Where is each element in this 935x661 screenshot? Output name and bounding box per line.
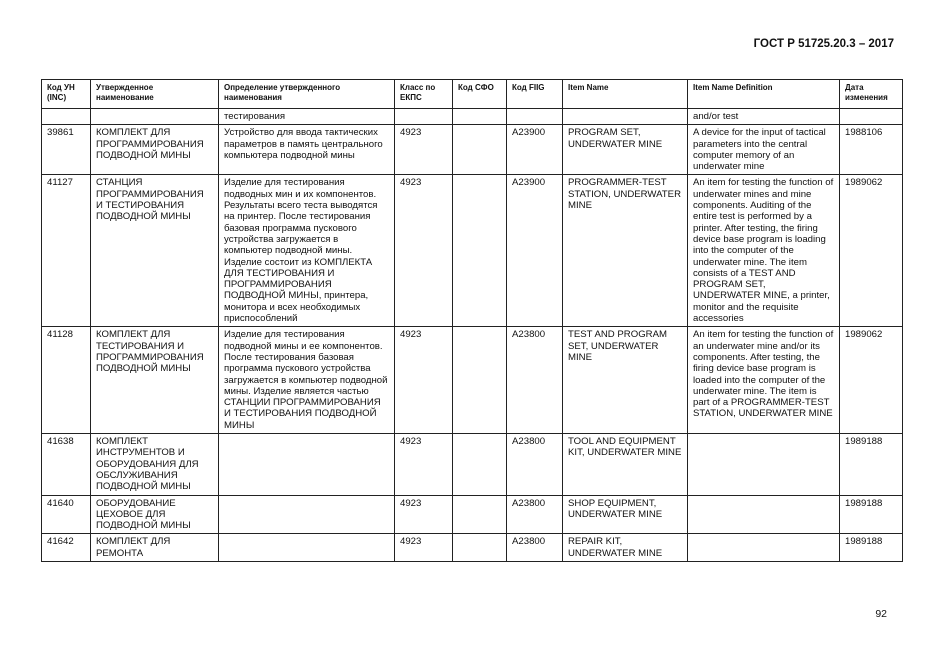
continuation-row: [42, 109, 903, 125]
cell-class: 4923: [395, 534, 453, 562]
table-row: [42, 434, 903, 495]
cell-item-definition: A device for the input of tactical parameters into the central computer memory of an underwater mine: [688, 125, 840, 175]
cell-sfo: [453, 125, 507, 175]
cell-date: 1988106: [840, 125, 903, 175]
col-header-item-definition: Item Name Definition: [688, 80, 840, 109]
cell-class: 4923: [395, 495, 453, 534]
col-header-class: Класс по ЕКПС: [395, 80, 453, 109]
cell-sfo: [453, 434, 507, 495]
table-row: [42, 495, 903, 534]
cell-name: КОМПЛЕКТ ИНСТРУМЕНТОВ И ОБОРУДОВАНИЯ ДЛЯ ОБСЛУЖИВАНИЯ ПОДВОДНОЙ МИНЫ: [91, 434, 219, 495]
cell-item-name: TEST AND PROGRAM SET, UNDERWATER MINE: [563, 327, 688, 434]
cell-sfo: [453, 327, 507, 434]
cell-class: 4923: [395, 175, 453, 327]
cell-definition: [219, 434, 395, 495]
cell-definition: [219, 495, 395, 534]
cell-definition: Изделие для тестирования подводных мин и их компонентов. Результаты всего теста выводятся на принтер. После тестирования базовая программа пускового устройства загружается в компьютер подводной мины. Изделие состоит из КОМПЛЕКТА ДЛЯ ТЕСТИРОВАНИЯ И ПРОГРАММИРОВАНИЯ ПОДВОДНОЙ МИНЫ, принтера, монитора и всех необходимых приспособлений: [219, 175, 395, 327]
cell-name: КОМПЛЕКТ ДЛЯ РЕМОНТА: [91, 534, 219, 562]
table-row: [42, 327, 903, 434]
cell-item-name: REPAIR KIT, UNDERWATER MINE: [563, 534, 688, 562]
cell-fiig: A23800: [507, 495, 563, 534]
cell-date: 1989188: [840, 534, 903, 562]
table-row: [42, 175, 903, 327]
cell-inc: 41127: [42, 175, 91, 327]
cell-sfo: [453, 175, 507, 327]
cell-fiig: A23900: [507, 125, 563, 175]
cell-definition: тестирования: [219, 109, 395, 125]
cell-fiig: A23900: [507, 175, 563, 327]
table-row: [42, 125, 903, 175]
cell-name: ОБОРУДОВАНИЕ ЦЕХОВОЕ ДЛЯ ПОДВОДНОЙ МИНЫ: [91, 495, 219, 534]
cell-sfo: [453, 495, 507, 534]
cell-name: КОМПЛЕКТ ДЛЯ ТЕСТИРОВАНИЯ И ПРОГРАММИРОВАНИЯ ПОДВОДНОЙ МИНЫ: [91, 327, 219, 434]
cell-item-name: PROGRAMMER-TEST STATION, UNDERWATER MINE: [563, 175, 688, 327]
cell-inc: 41638: [42, 434, 91, 495]
cell-class: 4923: [395, 434, 453, 495]
col-header-date: Дата изменения: [840, 80, 903, 109]
cell-inc: 41642: [42, 534, 91, 562]
cell-class: 4923: [395, 125, 453, 175]
col-header-name: Утвержденное наименование: [91, 80, 219, 109]
cell-definition: [219, 534, 395, 562]
cell-item-name: SHOP EQUIPMENT, UNDERWATER MINE: [563, 495, 688, 534]
cell-item-name: PROGRAM SET, UNDERWATER MINE: [563, 125, 688, 175]
cell-name: СТАНЦИЯ ПРОГРАММИРОВАНИЯ И ТЕСТИРОВАНИЯ ПОДВОДНОЙ МИНЫ: [91, 175, 219, 327]
cell-inc: 39861: [42, 125, 91, 175]
table-row: [42, 534, 903, 562]
document-code: ГОСТ Р 51725.20.3 – 2017: [753, 38, 894, 50]
cell-item-definition: and/or test: [688, 109, 840, 125]
cell-fiig: A23800: [507, 327, 563, 434]
cell-item-definition: [688, 495, 840, 534]
cell-class: 4923: [395, 327, 453, 434]
col-header-sfo: Код СФО: [453, 80, 507, 109]
col-header-fiig: Код FIIG: [507, 80, 563, 109]
cell-item-definition: An item for testing the function of underwater mines and mine components. Auditing of the entire test is performed by a printer. After testing, the firing device base program is loading into the computer of the underwater mine. The item consists of a TEST AND PROGRAM SET, UNDERWATER MINE, a printer, monitor and the requisite accessories: [688, 175, 840, 327]
cell-inc: 41128: [42, 327, 91, 434]
col-header-item-name: Item Name: [563, 80, 688, 109]
cell-item-name: TOOL AND EQUIPMENT KIT, UNDERWATER MINE: [563, 434, 688, 495]
cell-item-definition: An item for testing the function of an underwater mine and/or its components. After testing, the firing device base program is loaded into the computer of the underwater mine. The item is part of a PROGRAMMER-TEST STATION, UNDERWATER MINE: [688, 327, 840, 434]
cell-date: 1989062: [840, 175, 903, 327]
data-table: [41, 79, 903, 562]
cell-item-definition: [688, 434, 840, 495]
cell-date: 1989188: [840, 495, 903, 534]
cell-inc: 41640: [42, 495, 91, 534]
cell-name: КОМПЛЕКТ ДЛЯ ПРОГРАММИРОВАНИЯ ПОДВОДНОЙ МИНЫ: [91, 125, 219, 175]
cell-item-definition: [688, 534, 840, 562]
page-number: 92: [875, 608, 887, 620]
cell-date: 1989062: [840, 327, 903, 434]
cell-fiig: A23800: [507, 434, 563, 495]
table-header-row: [42, 80, 903, 109]
cell-date: 1989188: [840, 434, 903, 495]
cell-definition: Устройство для ввода тактических параметров в память центрального компьютера подводной мины: [219, 125, 395, 175]
cell-definition: Изделие для тестирования подводной мины и ее компонентов. После тестирования базовая программа пускового устройства загружается в компьютер подводной мины. Изделие является частью СТАНЦИИ ПРОГРАММИРОВАНИЯ И ТЕСТИРОВАНИЯ ПОДВОДНОЙ МИНЫ: [219, 327, 395, 434]
cell-sfo: [453, 534, 507, 562]
col-header-inc: Код УН (INC): [42, 80, 91, 109]
cell-fiig: A23800: [507, 534, 563, 562]
col-header-definition: Определение утвержденного наименования: [219, 80, 395, 109]
